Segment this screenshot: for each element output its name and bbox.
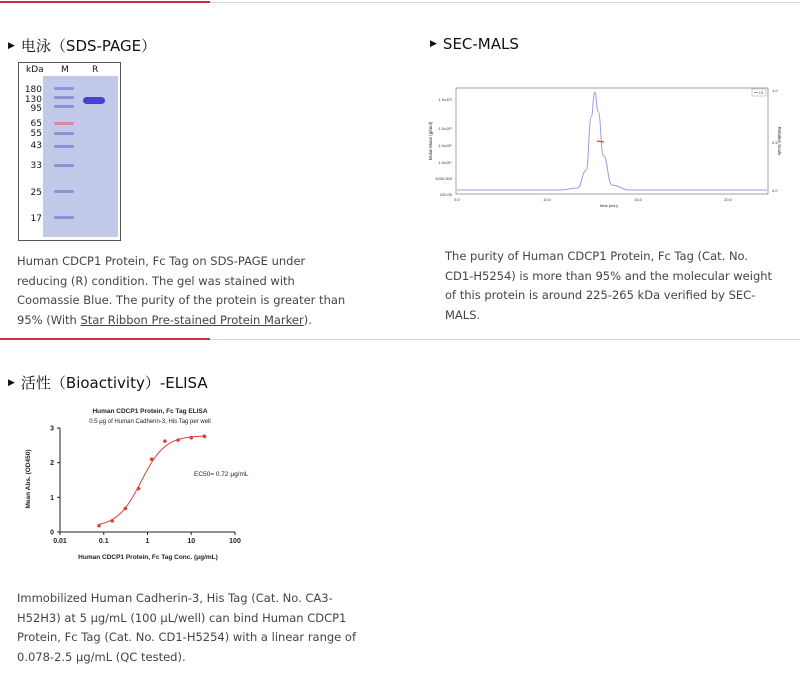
- lane-label-kda: kDa: [26, 65, 44, 75]
- elisa-data-point: [163, 439, 167, 443]
- elisa-y-tick: 2: [50, 460, 54, 468]
- elisa-title: 活性（Bioactivity）-ELISA: [20, 374, 208, 392]
- elisa-data-point: [97, 524, 101, 528]
- elisa-x-tick: 100: [229, 538, 241, 545]
- sec-y-tick: 1.0x10⁷: [438, 97, 452, 102]
- elisa-ec50-annotation: EC50= 0.72 μg/mL: [194, 471, 249, 478]
- elisa-data-point: [124, 507, 128, 511]
- sec-section-heading: [430, 35, 519, 53]
- elisa-y-tick: 0: [50, 529, 54, 537]
- elisa-x-tick: 10: [187, 538, 196, 545]
- sec-title: SEC-MALS: [442, 35, 519, 53]
- elisa-chart-title: Human CDCP1 Protein, Fc Tag ELISA: [92, 408, 208, 415]
- lane-label-reducing: R: [92, 65, 99, 75]
- marker-label: 33: [30, 161, 42, 171]
- elisa-fit-curve: [99, 436, 204, 524]
- gel-lanes: [43, 76, 118, 237]
- sds-section-heading: [8, 35, 156, 56]
- sec-x-tick: 20.0: [724, 197, 732, 202]
- elisa-y-tick: 3: [50, 425, 54, 433]
- sec-right-tick: 1.0: [772, 88, 778, 93]
- sds-title: 电泳（SDS-PAGE）: [20, 37, 157, 55]
- marker-label: 180: [24, 85, 42, 95]
- sec-legend-label: LS: [759, 91, 764, 95]
- elisa-data-point: [150, 457, 154, 461]
- sec-mals-chart: [428, 84, 782, 210]
- elisa-y-label: Mean Abs. (OD450): [25, 449, 32, 509]
- sec-y-tick: 1.0x10⁶: [438, 126, 452, 131]
- marker-label: 25: [30, 188, 42, 198]
- elisa-x-tick: 0.1: [98, 538, 109, 545]
- marker-label: 17: [30, 214, 42, 224]
- sec-right-tick: 0.0: [772, 188, 778, 193]
- elisa-chart: [20, 404, 290, 564]
- sec-y-left-label: Molar Mass (g/mol): [428, 121, 433, 161]
- bullet-triangle-icon: ▶: [8, 377, 15, 388]
- marker-label: 95: [30, 104, 42, 114]
- elisa-data-point: [176, 438, 180, 442]
- elisa-x-tick: 0.01: [53, 538, 67, 545]
- elisa-data-point: [189, 436, 193, 440]
- sds-description: [17, 252, 352, 330]
- sec-right-tick: 0.5: [772, 140, 778, 145]
- section-divider: [0, 339, 800, 340]
- bullet-triangle-icon: ▶: [430, 39, 437, 49]
- sds-desc-tail: ).: [303, 312, 312, 327]
- bullet-triangle-icon: ▶: [8, 40, 15, 51]
- star-ribbon-marker-link[interactable]: Star Ribbon Pre-stained Protein Marker: [80, 312, 304, 327]
- sec-y-tick: 1000.000: [435, 176, 452, 181]
- sec-x-tick: 5.0: [454, 197, 460, 202]
- sec-x-tick: 15.0: [634, 197, 642, 202]
- elisa-section-heading: [8, 372, 208, 393]
- sec-y-tick: 1.0x10⁴: [438, 160, 452, 165]
- elisa-y-tick: 1: [50, 494, 54, 502]
- marker-label: 65: [30, 119, 42, 129]
- sds-desc-text: Human CDCP1 Protein, Fc Tag on SDS-PAGE under reducing (R) condition. The gel was stained with Coomassie Blue. The purity of the protein is greater than 95% (With: [17, 254, 346, 327]
- elisa-x-tick: 1: [145, 538, 150, 545]
- marker-label: 130: [24, 95, 42, 105]
- elisa-description: Immobilized Human Cadherin-3, His Tag (Cat. No. CA3-H52H3) at 5 μg/mL (100 μL/well) can bind Human CDCP1 Protein, Fc Tag (Cat. No. CD1-H5254) with a linear range of 0.078-2.5 μg/mL (QC tested).: [17, 591, 356, 664]
- elisa-chart-subtitle: 0.5 μg of Human Cadherin-3, His Tag per well: [89, 419, 211, 425]
- elisa-data-point: [137, 487, 141, 491]
- sec-y-tick: 1.0x10⁵: [438, 143, 452, 148]
- marker-label: 43: [30, 141, 42, 151]
- top-divider: [0, 2, 800, 3]
- sec-y-right-label: Relative Scale: [777, 126, 782, 156]
- protein-band: [83, 97, 105, 104]
- sec-ls-trace: [457, 92, 767, 190]
- sec-molar-mass-segment: [597, 141, 604, 142]
- sec-x-tick: 10.0: [543, 197, 551, 202]
- sds-gel-image: [18, 62, 121, 241]
- lane-label-marker: M: [61, 65, 69, 75]
- sec-x-label: time (min): [600, 203, 618, 208]
- elisa-data-point: [203, 435, 207, 439]
- marker-label: 55: [30, 129, 42, 139]
- elisa-x-label: Human CDCP1 Protein, Fc Tag Conc. (μg/mL): [78, 554, 218, 561]
- elisa-data-point: [110, 519, 114, 523]
- sec-description: The purity of Human CDCP1 Protein, Fc Tag (Cat. No. CD1-H5254) is more than 95% and the molecular weight of this protein is around 225-265 kDa verified by SEC-MALS.: [445, 249, 773, 322]
- sec-y-tick: 100.00: [439, 192, 452, 197]
